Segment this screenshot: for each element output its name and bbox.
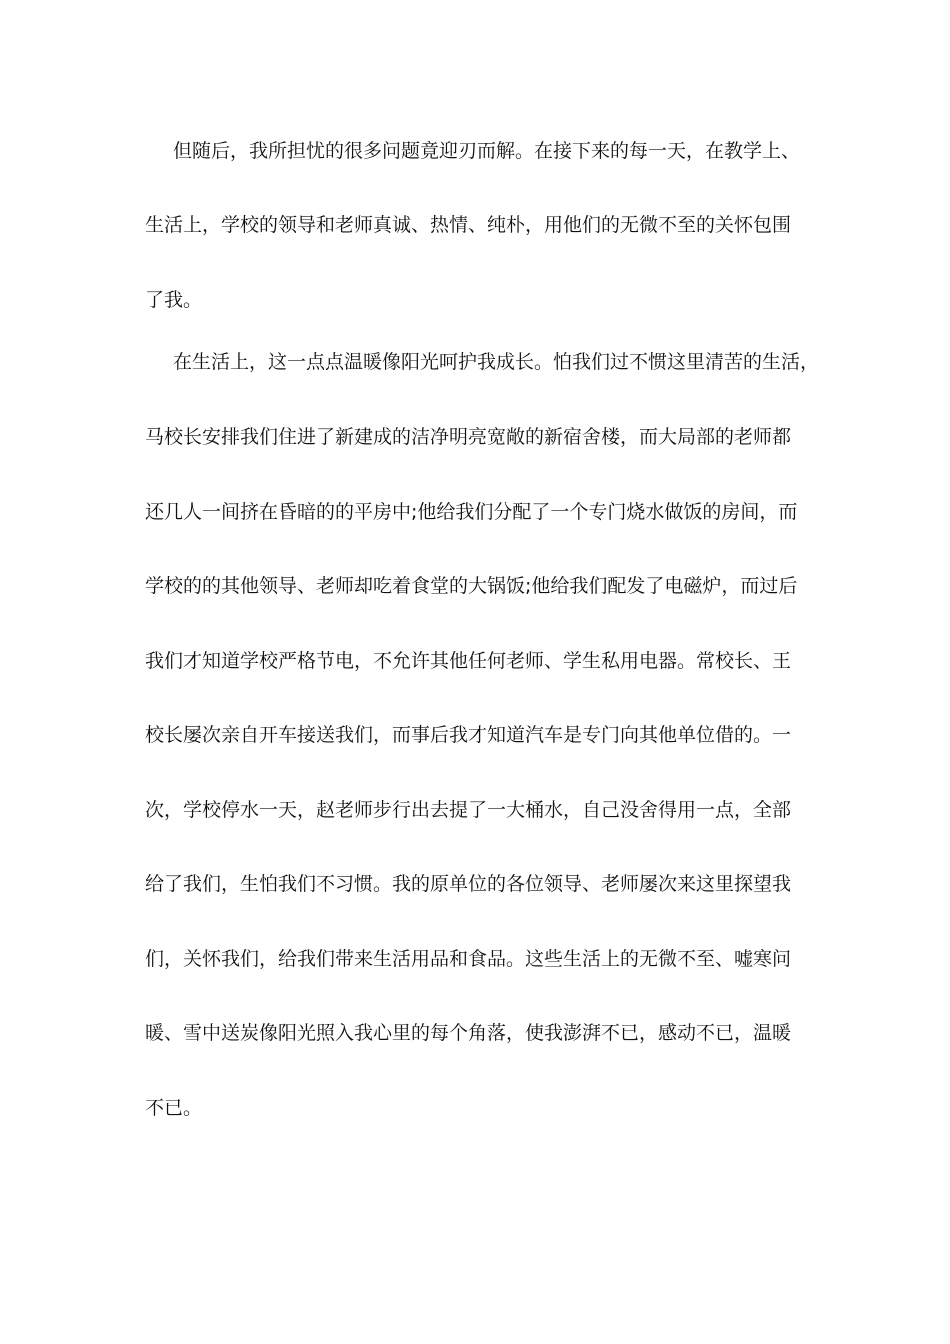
paragraph-2-line-3: 还几人一间挤在昏暗的的平房中;他给我们分配了一个专门烧水做饭的房间，而 — [145, 501, 798, 523]
paragraph-2-line-6: 校长屡次亲自开车接送我们，而事后我才知道汽车是专门向其他单位借的。一 — [145, 724, 792, 746]
paragraph-2-line-10: 暖、雪中送炭像阳光照入我心里的每个角落，使我澎湃不已，感动不已，温暖 — [145, 1022, 792, 1044]
paragraph-2-line-1: 在生活上，这一点点温暖像阳光呵护我成长。怕我们过不惯这里清苦的生活， — [173, 351, 820, 373]
paragraph-1-line-1: 但随后，我所担忧的很多问题竟迎刃而解。在接下来的每一天，在教学上、 — [173, 140, 801, 162]
paragraph-2-line-8: 给了我们，生怕我们不习惯。我的原单位的各位领导、老师屡次来这里探望我 — [145, 873, 792, 895]
paragraph-2-line-7: 次，学校停水一天，赵老师步行出去提了一大桶水，自己没舍得用一点，全部 — [145, 799, 792, 821]
paragraph-1-line-3: 了我。 — [145, 289, 203, 311]
paragraph-2-line-4: 学校的的其他领导、老师却吃着食堂的大锅饭;他给我们配发了电磁炉，而过后 — [145, 575, 798, 597]
paragraph-1-line-2: 生活上，学校的领导和老师真诚、热情、纯朴，用他们的无微不至的关怀包围 — [145, 214, 792, 236]
paragraph-2-line-2: 马校长安排我们住进了新建成的洁净明亮宽敞的新宿舍楼，而大局部的老师都 — [145, 426, 792, 448]
paragraph-2-line-5: 我们才知道学校严格节电，不允许其他任何老师、学生私用电器。常校长、王 — [145, 650, 792, 672]
paragraph-2-line-9: 们，关怀我们，给我们带来生活用品和食品。这些生活上的无微不至、嘘寒问 — [145, 948, 792, 970]
paragraph-2-line-11: 不已。 — [145, 1097, 203, 1119]
